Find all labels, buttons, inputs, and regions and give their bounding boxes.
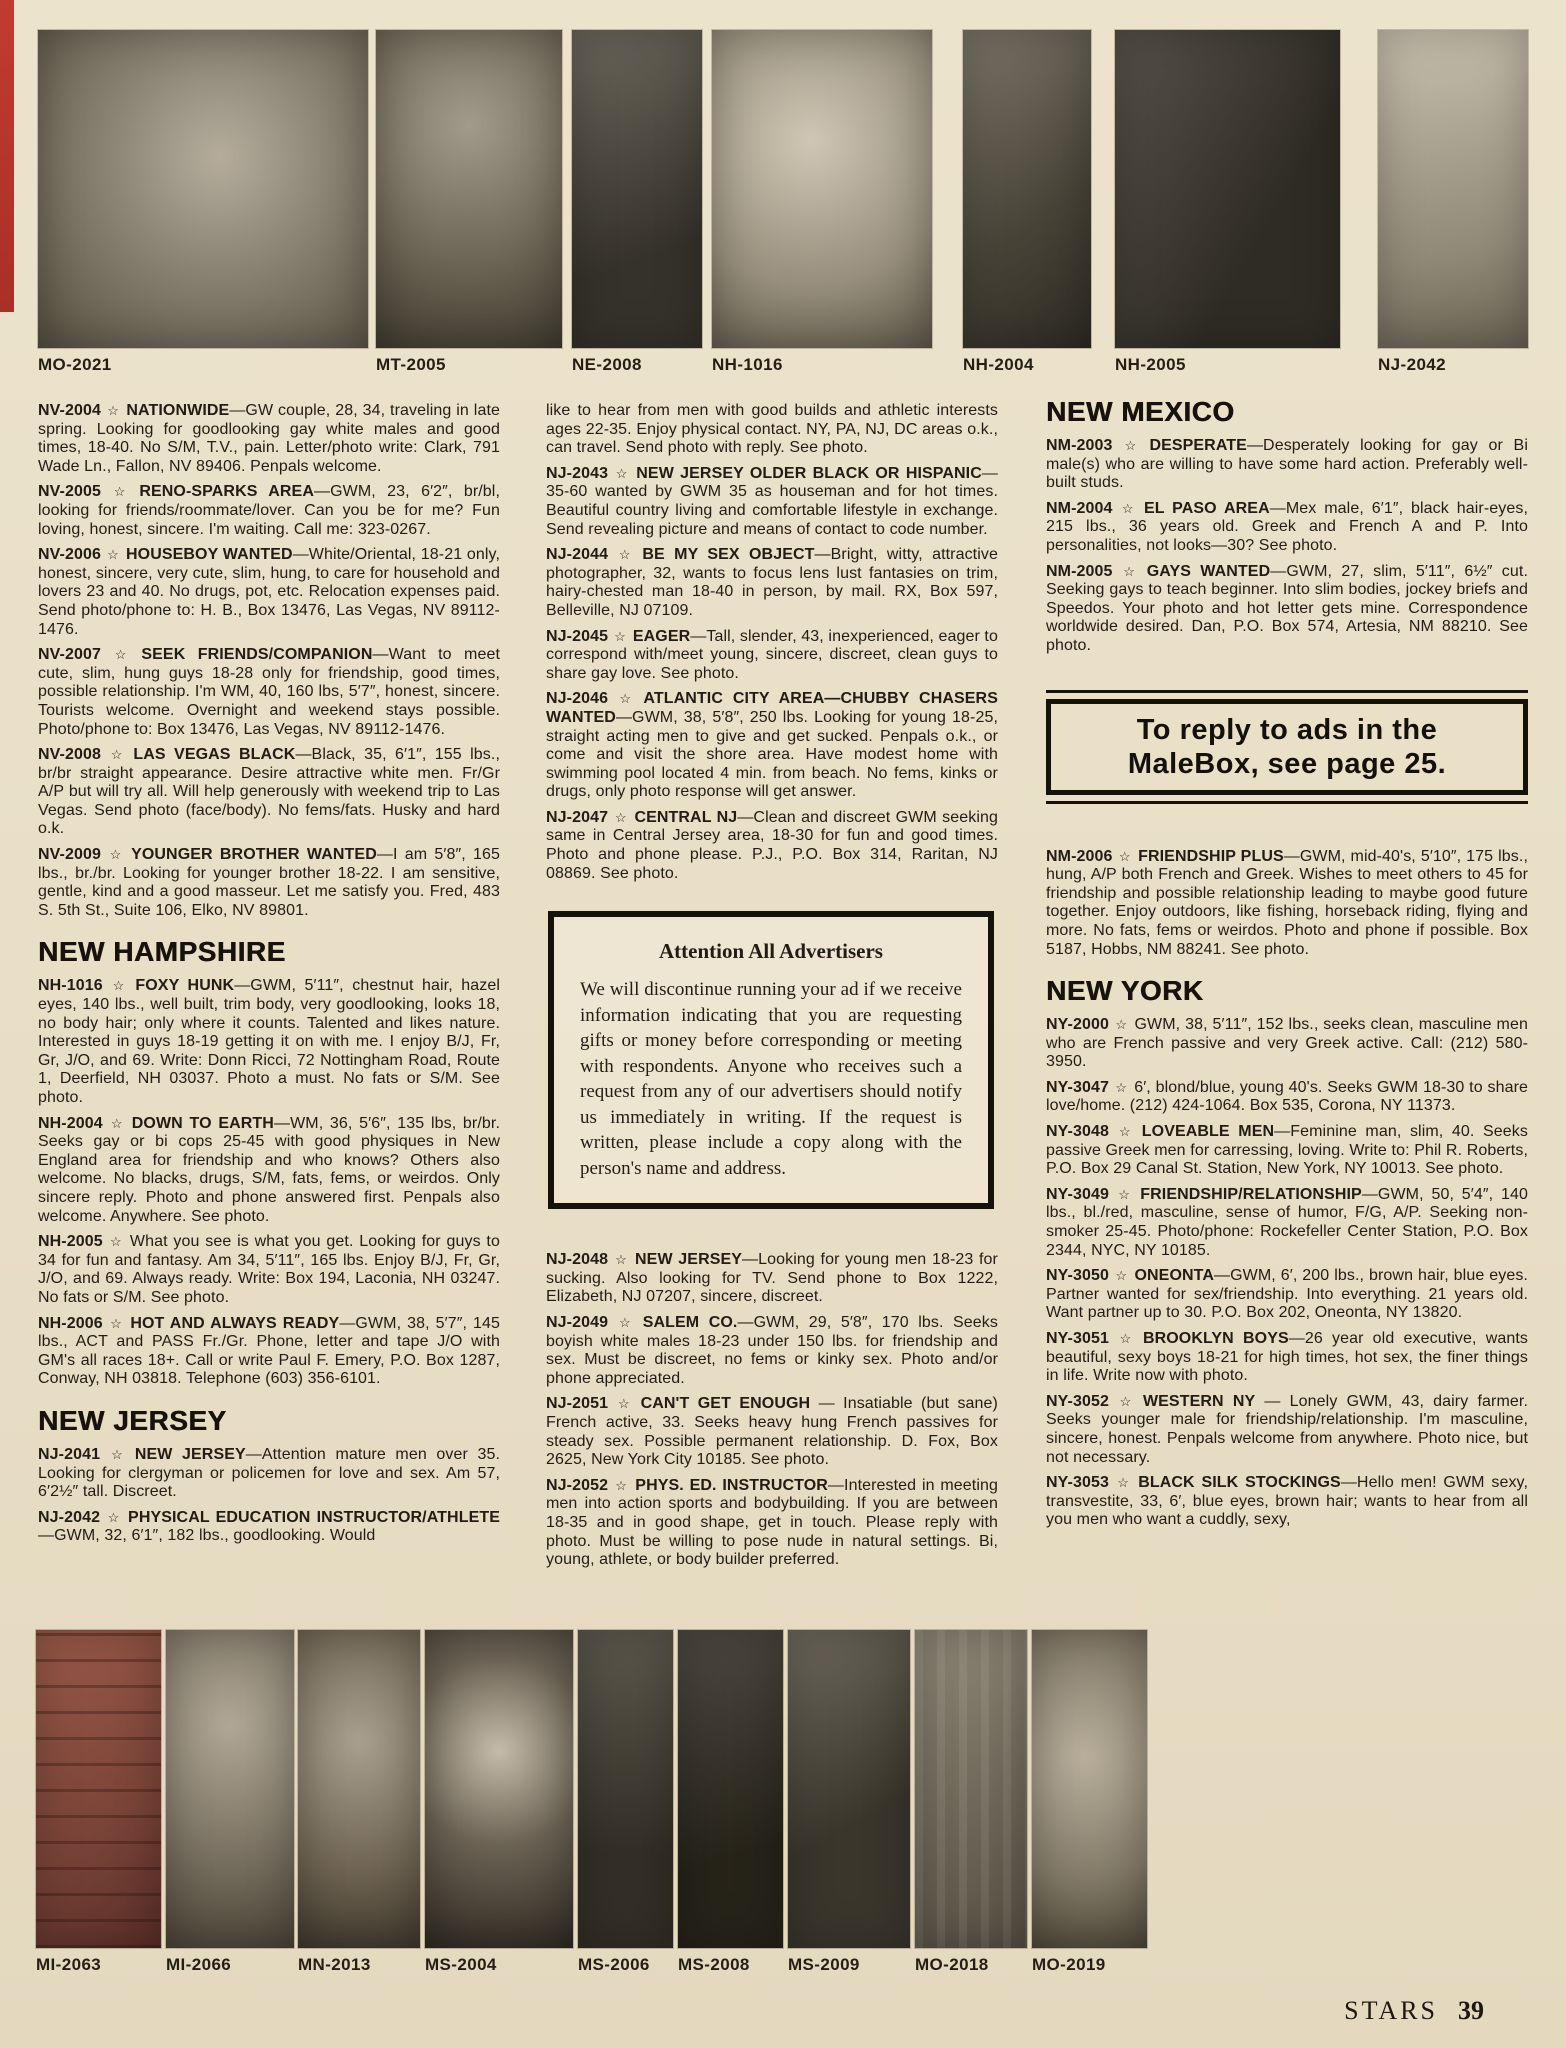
ad-NH-2006 — [38, 1315, 500, 1389]
star-icon: ☆ — [1114, 1079, 1128, 1095]
photo-caption-MS-2006: MS-2006 — [578, 1955, 650, 1974]
star-icon: ☆ — [614, 691, 637, 707]
ad-NY-3047 — [1046, 1079, 1528, 1116]
ad-body: — Insatiable (but sane) French active, 33. Seeks heavy hung French passives for steady sex. Possible permanent relationship. D. Fox, Box 2625, New York City 10185. See photo. — [546, 1395, 998, 1469]
star-icon: ☆ — [106, 1446, 128, 1462]
star-icon: ☆ — [108, 1234, 123, 1250]
ad-NM-2003 — [1046, 437, 1528, 493]
photo-NJ-2042 — [1378, 30, 1528, 375]
section-heading-new-york: NEW YORK — [1046, 975, 1204, 1007]
ad-title: WESTERN NY — [1142, 1392, 1256, 1410]
ad-body: —Feminine man, slim, 40. Seeks passive Greek men for carressing, loving. Write to: Phil R. Roberts, P.O. Box 29 Canal St. Station, New York, NY 10013. See photo. — [1046, 1123, 1528, 1178]
ad-title: BLACK SILK STOCKINGS — [1138, 1474, 1341, 1492]
ad-body: —GWM, 23, 6′2″, br/bl, looking for friends/roommate/lover. Can you be for me? Fun loving, honest, sincere. I'm waiting. Call me: 323-0267. — [38, 483, 500, 538]
classifieds-column-2 — [546, 402, 998, 1577]
ad-body: —GWM, 29, 5′8″, 170 lbs. Seeks boyish white males 18-23 under 150 lbs. for friendship and sex. Must be discreet, no fems or kinky sex. Photo and/or phone appreciated. — [546, 1314, 998, 1387]
ad-title: FOXY HUNK — [135, 977, 235, 995]
photo-NE-2008 — [572, 30, 702, 375]
photo-caption-MI-2063: MI-2063 — [36, 1955, 102, 1974]
ad-body: —GWM, 6′, 200 lbs., brown hair, blue eyes. Partner wanted for sex/friendship. Into everything. 21 years old. Want partner up to 30. P.O. Box 202, Oneonta, NY 13820. — [1046, 1267, 1528, 1322]
ad-body: —Want to meet cute, slim, hung guys 18-28 only for friendship, good times, possible relationship. I'm WM, 40, 160 lbs, 5′7″, honest, sincere. Tourists welcome. Overnight and weekend stays possible. Photo/phone to: Box 13476, Las Vegas, NV 89112-1476. — [38, 646, 500, 738]
ad-NV-2009 — [38, 846, 500, 920]
ad-body: —WM, 36, 5′6″, 135 lbs, br/br. Seeks gay or bi cops 25-45 with good physiques in New England area for friendship and who knows? Others also welcome. No blacks, drugs, S/M, fats, fems, or weirdos. Only sincere reply. Photo and phone answered first. Penpals also welcome. Anywhere. See photo. — [38, 1114, 500, 1225]
ad-body: —Bright, witty, attractive photographer, 32, wants to focus lens lust fantasies on trim, hairy-chested man 18-40 in person, by mail. RX, Box 597, Belleville, NJ 07109. — [546, 546, 998, 619]
ad-body: —Tall, slender, 43, inexperienced, eager to correspond with/meet young, sincere, discreet, clean guys to share gay love. See photo. — [546, 627, 998, 682]
star-icon: ☆ — [1114, 1017, 1128, 1033]
ad-title: RENO-SPARKS AREA — [139, 483, 314, 501]
star-icon: ☆ — [106, 1509, 122, 1525]
ad-title: CAN'T GET ENOUGH — [640, 1395, 811, 1413]
photo-NH-2005 — [1115, 30, 1340, 375]
advertisers-notice-body: We will discontinue running your ad if we receive information indicating that you are requesting gifts or money before corresponding or meeting with respondents. Anyone who receives such a request from any of our advertisers should notify us immediately in writing. If the request is written, please include a copy along with the person's name and address. — [580, 979, 962, 1179]
photo-image-MI-2066 — [166, 1630, 294, 1948]
ad-code: NJ-2051 — [546, 1395, 609, 1413]
ad-body: —GWM, mid-40's, 5′10″, 175 lbs., hung, A/P both French and Greek. Wishes to meet others to 45 for friendship and possible relationship leading to maybe good future together. Enjoy outdoors, like fishing, horseback riding, flying and more. No fats, fems or weirdos. Photo and phone if possible. Box 5187, Hobbs, NM 88241. See photo. — [1046, 847, 1528, 958]
ad-body: — Lonely GWM, 43, dairy farmer. Seeks younger male for friendship/relationship. I'm masculine, sincere, honest. Penpals welcome from anywhere. Photo nice, but not necessary. — [1046, 1392, 1528, 1466]
ad-code: NJ-2045 — [546, 627, 609, 645]
photo-caption-MS-2009: MS-2009 — [788, 1955, 860, 1974]
ad-code: NY-3050 — [1046, 1267, 1109, 1285]
ad-code: NY-3053 — [1046, 1474, 1109, 1492]
ad-NJ-2049 — [546, 1314, 998, 1388]
ad-title: ATLANTIC CITY AREA—CHUBBY CHASERS WANTED — [546, 690, 998, 726]
ad-NJ-2045 — [546, 628, 998, 684]
photo-image-MO-2021 — [38, 30, 368, 348]
photo-image-MI-2063 — [36, 1630, 161, 1948]
ad-code: NV-2005 — [38, 483, 101, 501]
page-footer — [1344, 1996, 1484, 2026]
ad-title: LAS VEGAS BLACK — [133, 746, 296, 764]
ad-NV-2008 — [38, 746, 500, 839]
ad-NY-2000 — [1046, 1016, 1528, 1072]
star-icon: ☆ — [614, 465, 630, 481]
ad-body: —GWM, 38, 5′8″, 250 lbs. Looking for young 18-25, straight acting men to give and get sucked. Penpals o.k., or come and visit the shore area. Have modest home with swimming pool located 4 min. from beach. No fems, kinks or drugs, only photo response will get answer. — [546, 708, 998, 801]
ad-code: NV-2008 — [38, 746, 101, 764]
ad-code: NV-2009 — [38, 846, 101, 864]
photo-image-NH-2004 — [963, 30, 1091, 348]
ad-title: ONEONTA — [1134, 1267, 1214, 1285]
ad-title: CENTRAL NJ — [634, 808, 738, 826]
ad-NJ-2044 — [546, 546, 998, 620]
classifieds-column-1 — [38, 402, 500, 1553]
ad-NJ-2046 — [546, 690, 998, 802]
ad-body: —Mex male, 6′1″, black hair-eyes, 215 lbs., 36 years old. Greek and French A and P. Into personalities, not looks—30? See photo. — [1046, 499, 1528, 554]
ad-code: NH-2006 — [38, 1314, 103, 1332]
ad-title: LOVEABLE MEN — [1141, 1123, 1275, 1141]
ad-title: FRIENDSHIP/RELATIONSHIP — [1140, 1185, 1362, 1203]
ad-NY-3048 — [1046, 1123, 1528, 1179]
malebox-notice — [1046, 690, 1528, 804]
star-icon: ☆ — [106, 547, 119, 563]
malebox-notice-inner — [1046, 699, 1528, 795]
ad-NV-2007 — [38, 646, 500, 739]
ad-title: YOUNGER BROTHER WANTED — [131, 846, 377, 864]
photo-caption-NH-2005: NH-2005 — [1115, 355, 1186, 374]
photo-caption-MO-2021: MO-2021 — [38, 355, 112, 374]
photo-MI-2066 — [166, 1630, 294, 1975]
ad-body: —GW couple, 28, 34, traveling in late spring. Looking for goodlooking gay white males and good times, 18-40. No S/M, T.V., pain. Letter/photo write: Clark, 791 Wade Ln., Fallon, NV 89406. Penpals welcome. — [38, 402, 500, 475]
photo-image-MS-2006 — [578, 1630, 673, 1948]
photo-image-NH-2005 — [1115, 30, 1340, 348]
star-icon: ☆ — [614, 1477, 629, 1493]
photo-image-MT-2005 — [376, 30, 562, 348]
star-icon: ☆ — [1114, 1268, 1128, 1284]
photo-NH-1016 — [712, 30, 932, 375]
star-icon: ☆ — [108, 1315, 124, 1331]
ad-NJ-2042 — [38, 1509, 500, 1546]
ad-NJ-2048 — [546, 1251, 998, 1307]
ad-code: NJ-2047 — [546, 808, 609, 826]
page-edge-red-strip — [0, 0, 14, 312]
ad-code: NH-1016 — [38, 977, 103, 995]
ad-body: —Black, 35, 6′1″, 155 lbs., br/br straight appearance. Desire attractive white men. Fr/Gr A/P but will try all. Will help generously with weekend trip to Las Vegas. Send photo (face/body). No fems/fats. Husky and hard o.k. — [38, 746, 500, 838]
ad-NJ-2047 — [546, 809, 998, 883]
star-icon: ☆ — [1118, 500, 1137, 516]
malebox-notice-line2: MaleBox, see page 25. — [1127, 747, 1447, 780]
ad-code: NM-2004 — [1046, 499, 1113, 517]
ad-NY-3051 — [1046, 1330, 1528, 1386]
photo-image-NE-2008 — [572, 30, 702, 348]
star-icon: ☆ — [1118, 563, 1140, 579]
star-icon: ☆ — [614, 809, 628, 825]
ad-body: —I am 5′8″, 165 lbs., br./br. Looking for younger brother 18-22. I am sensitive, gentle, kind and a good masseur. Let me satisfy you. Fred, 483 S. 5th St., Suite 106, Elko, NV 89801. — [38, 846, 500, 919]
malebox-notice-line1: To reply to ads in the — [1136, 713, 1438, 746]
photo-MO-2018 — [915, 1630, 1027, 1975]
ad-title: DOWN TO EARTH — [131, 1114, 274, 1132]
ad-body: —Looking for young men 18-23 for sucking. Also looking for TV. Send phone to Box 1222, Elizabeth, NJ 07207, sincere, discreet. — [546, 1251, 998, 1306]
photo-caption-MS-2008: MS-2008 — [678, 1955, 750, 1974]
photo-caption-MN-2013: MN-2013 — [298, 1955, 371, 1974]
ad-NY-3053 — [1046, 1474, 1528, 1530]
ad-NY-3049 — [1046, 1186, 1528, 1260]
ad-code: NJ-2044 — [546, 546, 609, 564]
photo-MO-2021 — [38, 30, 368, 375]
section-heading-new-hampshire: NEW HAMPSHIRE — [38, 936, 286, 968]
advertisers-notice-box — [548, 911, 994, 1209]
ad-title: FRIENDSHIP PLUS — [1138, 847, 1284, 865]
star-icon: ☆ — [106, 403, 120, 418]
ad-title: NEW JERSEY — [635, 1251, 743, 1269]
ad-NM-2004 — [1046, 500, 1528, 556]
ad-title: EAGER — [632, 627, 691, 645]
ad-body: —GWM, 50, 5′4″, 140 lbs., bl./red, masculine, sense of humor, F/G, A/P. Seeking non-smoker 25-45. Photo/phone: Rockefeller Center Station, P.O. Box 2344, NYC, NY 10185. — [1046, 1185, 1528, 1259]
ad-NJ-2051 — [546, 1395, 998, 1469]
star-icon: ☆ — [614, 547, 636, 563]
photo-caption-NH-2004: NH-2004 — [963, 355, 1034, 374]
ad-body: —GWM, 5′11″, chestnut hair, hazel eyes, 140 lbs., well built, trim body, very goodlooking, looks 18, no body hair; only where it counts. Talented and likes nature. Interested in guys 18-19 getting it on with me. I enjoy B/J, Fr, Gr, J/O, and 69. Write: Donn Ricci, 72 Nottingham Road, Route 1, Deerfield, NH 03037. Photo a must. No fats or S/M. See photo. — [38, 977, 500, 1106]
ad-code: NY-3052 — [1046, 1392, 1109, 1410]
star-icon: ☆ — [1118, 848, 1132, 864]
ad-NV-2006 — [38, 546, 500, 639]
ad-title: NATIONWIDE — [126, 402, 230, 419]
ad-code: NM-2005 — [1046, 562, 1113, 580]
ad-NJ-2043 — [546, 465, 998, 539]
ad-body: —Hello men! GWM sexy, transvestite, 33, 6′, blue eyes, brown hair; wants to hear from all you men who want a cuddly, sexy, — [1046, 1474, 1529, 1529]
ad-code: NJ-2046 — [546, 690, 609, 708]
star-icon: ☆ — [1118, 438, 1143, 453]
ad-title: EL PASO AREA — [1143, 499, 1270, 517]
ad-NY-3052 — [1046, 1393, 1528, 1467]
ad-NH-2004 — [38, 1115, 500, 1227]
ad-NJ-2041 — [38, 1446, 500, 1502]
star-icon: ☆ — [1114, 1475, 1132, 1491]
page-number: 39 — [1458, 1996, 1484, 2025]
photo-caption-MT-2005: MT-2005 — [376, 355, 446, 374]
ad-title: GAYS WANTED — [1146, 562, 1271, 580]
ad-continuation — [546, 402, 998, 458]
photo-image-MS-2008 — [678, 1630, 783, 1948]
ad-title: DESPERATE — [1149, 437, 1247, 454]
ad-code: NH-2005 — [38, 1233, 103, 1251]
ad-body: —35-60 wanted by GWM 35 as houseman and for hot times. Beautiful country living and comfortable lifestyle in exchange. Send revealing picture and means of contact to code number. — [546, 464, 998, 538]
ad-code: NY-3051 — [1046, 1330, 1109, 1347]
section-heading-new-jersey: NEW JERSEY — [38, 1404, 227, 1436]
star-icon: ☆ — [106, 484, 133, 500]
photo-image-NJ-2042 — [1378, 30, 1528, 348]
ad-code: NJ-2052 — [546, 1476, 609, 1494]
photo-image-MS-2009 — [788, 1630, 910, 1948]
ad-code: NY-3047 — [1046, 1078, 1109, 1096]
photo-NH-2004 — [963, 30, 1091, 375]
section-heading-new-mexico: NEW MEXICO — [1046, 396, 1235, 427]
star-icon: ☆ — [108, 1115, 125, 1131]
photo-MT-2005 — [376, 30, 562, 375]
ad-body: —GWM, 27, slim, 5′11″, 6½″ cut. Seeking gays to teach beginner. Into slim bodies, jockey briefs and Speedos. Your photo and hot letter gets mine. Correspondence worldwide desired. Dan, P.O. Box 574, Artesia, NM 88210. See photo. — [1046, 562, 1528, 654]
ad-title: BROOKLYN BOYS — [1142, 1330, 1289, 1347]
ad-code: NV-2004 — [38, 402, 101, 419]
ad-code: NY-3048 — [1046, 1123, 1109, 1141]
ad-code: NV-2006 — [38, 546, 101, 564]
ad-title: PHYSICAL EDUCATION INSTRUCTOR/ATHLETE — [128, 1508, 500, 1526]
ad-code: NM-2003 — [1046, 437, 1113, 454]
ad-code: NJ-2041 — [38, 1445, 101, 1463]
ad-title: BE MY SEX OBJECT — [642, 546, 815, 564]
star-icon: ☆ — [1114, 1331, 1136, 1346]
ad-NH-2005 — [38, 1233, 500, 1307]
photo-caption-NE-2008: NE-2008 — [572, 355, 642, 374]
ad-NH-1016 — [38, 977, 500, 1107]
ad-body: —Attention mature men over 35. Looking for clergyman or policemen for love and sex. Am 57, 6′2½″ tall. Discreet. — [38, 1445, 500, 1501]
ad-NM-2006 — [1046, 848, 1528, 960]
ad-code: NM-2006 — [1046, 847, 1113, 865]
photo-MS-2008 — [678, 1630, 783, 1975]
photo-image-MO-2018 — [915, 1630, 1027, 1948]
ad-body: —GWM, 32, 6′1″, 182 lbs., goodlooking. Would — [38, 1527, 376, 1545]
photo-image-MO-2019 — [1032, 1630, 1147, 1948]
ad-code: NV-2007 — [38, 646, 101, 664]
photo-caption-MI-2066: MI-2066 — [166, 1955, 232, 1974]
ad-title: SALEM CO. — [642, 1314, 738, 1332]
ad-title: SEEK FRIENDS/COMPANION — [141, 646, 373, 664]
photo-caption-NH-1016: NH-1016 — [712, 355, 783, 374]
photo-caption-NJ-2042: NJ-2042 — [1378, 355, 1447, 374]
ad-NY-3050 — [1046, 1267, 1528, 1323]
star-icon: ☆ — [614, 1315, 636, 1331]
ad-title: HOT AND ALWAYS READY — [130, 1314, 340, 1332]
photo-MN-2013 — [298, 1630, 420, 1975]
classifieds-column-3 — [1046, 396, 1528, 1537]
ad-body: —Interested in meeting men into action sports and bodybuilding. If you are between 18-35 and in good shape, get in touch. Please reply with photo. Must be willing to pose nude in natural settings. Bi, young, athlete, or body builder preferred. — [546, 1476, 998, 1569]
star-icon: ☆ — [108, 978, 129, 994]
star-icon: ☆ — [614, 1252, 629, 1268]
ad-body: —26 year old executive, wants beautiful, sexy boys 18-21 for high times, hot sex, the finer things in life. Write now with photo. — [1046, 1330, 1528, 1385]
star-icon: ☆ — [614, 1396, 634, 1412]
ad-title: NEW JERSEY OLDER BLACK OR HISPANIC — [636, 464, 982, 482]
photo-image-NH-1016 — [712, 30, 932, 348]
star-icon: ☆ — [1114, 1186, 1134, 1202]
photo-image-MS-2004 — [425, 1630, 573, 1948]
ad-code: NJ-2048 — [546, 1251, 609, 1269]
photo-caption-MO-2018: MO-2018 — [915, 1955, 989, 1974]
star-icon: ☆ — [106, 747, 127, 763]
ad-title: HOUSEBOY WANTED — [126, 546, 293, 564]
ad-title: PHYS. ED. INSTRUCTOR — [635, 1476, 828, 1494]
ad-code: NH-2004 — [38, 1114, 103, 1132]
photo-MO-2019 — [1032, 1630, 1147, 1975]
photo-MI-2063 — [36, 1630, 161, 1975]
photo-MS-2009 — [788, 1630, 910, 1975]
ad-body: —White/Oriental, 18-21 only, honest, sincere, very cute, slim, hung, to care for household and lovers 23 and 40. No drugs, pot, etc. Relocation expenses paid. Send photo/phone to: H. B., Box 13476, Las Vegas, NV 89112-1476. — [38, 546, 500, 638]
ad-code: NJ-2049 — [546, 1314, 609, 1332]
ad-NM-2005 — [1046, 563, 1528, 656]
photo-MS-2004 — [425, 1630, 573, 1975]
photo-MS-2006 — [578, 1630, 673, 1975]
photo-caption-MS-2004: MS-2004 — [425, 1955, 497, 1974]
ad-body: —Desperately looking for gay or Bi male(s) who are willing to have some hard action. Preferably well-built studs. — [1046, 437, 1528, 492]
ad-title: NEW JERSEY — [134, 1445, 246, 1463]
star-icon: ☆ — [106, 647, 135, 663]
ad-code: NY-2000 — [1046, 1016, 1109, 1034]
advertisers-notice-title: Attention All Advertisers — [659, 939, 883, 964]
photo-image-MN-2013 — [298, 1630, 420, 1948]
star-icon: ☆ — [106, 847, 125, 863]
ad-body: What you see is what you get. Looking for guys to 34 for fun and fantasy. Am 34, 5′11″, 165 lbs. Enjoy B/J, Fr, Gr, J/O, and 69. Always ready. Write: Box 194, Laconia, NH 03247. No fats or S/M. See photo. — [38, 1233, 500, 1306]
ad-body: —GWM, 38, 5′7″, 145 lbs., ACT and PASS Fr./Gr. Phone, letter and tape J/O with GM's all races 18+. Call or write Paul F. Emery, P.O. Box 1287, Conway, NH 03818. Telephone (603) 356-6101. — [38, 1314, 500, 1388]
ad-code: NJ-2043 — [546, 464, 609, 482]
star-icon: ☆ — [1114, 1124, 1135, 1140]
ad-body: 6′, blond/blue, young 40's. Seeks GWM 18-30 to share love/home. (212) 424-1064. Box 535, Corona, NY 11373. — [1046, 1078, 1528, 1115]
star-icon: ☆ — [1114, 1393, 1136, 1409]
ad-NV-2005 — [38, 483, 500, 539]
star-icon: ☆ — [614, 628, 626, 644]
ad-body: like to hear from men with good builds and athletic interests ages 22-35. Enjoy physical contact. NY, PA, NJ, DC areas o.k., can travel. Send photo with reply. See photo. — [546, 402, 998, 457]
magazine-title: STARS — [1344, 1996, 1438, 2025]
ad-code: NY-3049 — [1046, 1185, 1109, 1203]
photo-caption-MO-2019: MO-2019 — [1032, 1955, 1106, 1974]
ad-NV-2004 — [38, 402, 500, 476]
ad-body: GWM, 38, 5′11″, 152 lbs., seeks clean, masculine men who are French passive and very Greek active. Call: (212) 580-3950. — [1046, 1016, 1528, 1071]
ad-body: —Clean and discreet GWM seeking same in Central Jersey area, 18-30 for fun and good times. Photo and phone please. P.J., P.O. Box 314, Raritan, NJ 08869. See photo. — [546, 808, 998, 882]
ad-NJ-2052 — [546, 1477, 998, 1570]
ad-code: NJ-2042 — [38, 1508, 101, 1526]
